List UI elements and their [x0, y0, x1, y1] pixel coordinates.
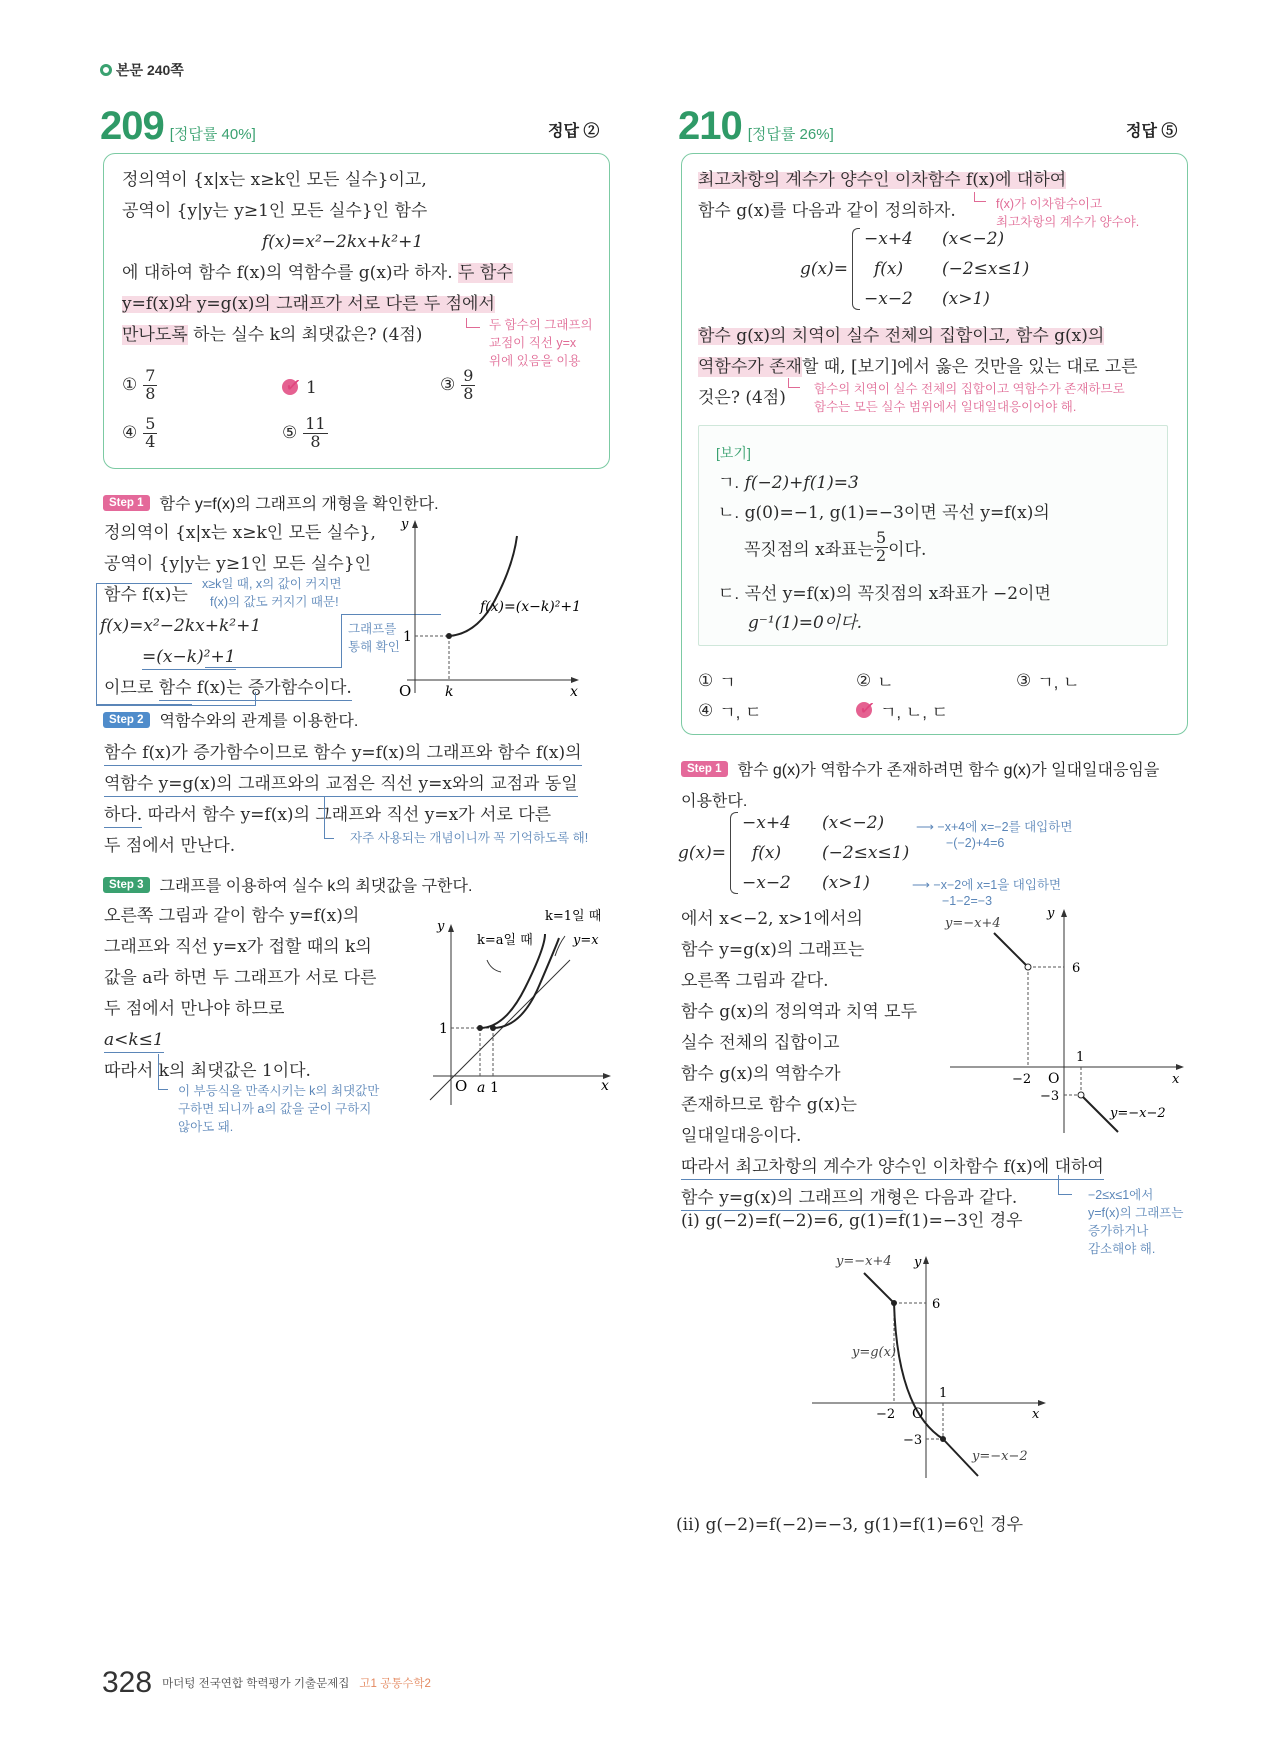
case-cond: (−2≤x≤1)	[941, 259, 1030, 279]
case-expr: −x+4	[741, 813, 791, 833]
numerator: 11	[305, 414, 326, 433]
checkmark-icon: ✓	[857, 694, 878, 721]
bogi-text: f(−2)+f(1)=3	[744, 473, 859, 493]
answer-label: 정답 ②	[548, 123, 600, 140]
piecewise-cases	[742, 813, 909, 893]
solution-line: 실수 전체의 집합이고	[681, 1033, 840, 1053]
highlighted-text: 역함수가 존재	[698, 357, 802, 377]
bogi-item-3	[718, 585, 1051, 603]
svg-text:y=−x+4: y=−x+4	[945, 916, 1001, 931]
bogi-text: 꼭짓점의 x좌표는	[744, 539, 874, 560]
underlined-text: 함수 f(x)는 증가함수이다.	[159, 678, 352, 701]
choice-5[interactable]	[856, 694, 949, 723]
bogi-item-2-cont	[744, 530, 926, 565]
note-line: 이 부등식을 만족시키는 k의 최댓값만	[178, 1084, 380, 1098]
bogi-text: g⁻¹(1)=0이다.	[748, 613, 863, 633]
note-line: 함수의 치역이 실수 전체의 집합이고 역함수가 존재하므로	[814, 382, 1125, 396]
q209-step2-heading	[103, 708, 358, 731]
solution-line: 값을 a라 하면 두 그래프가 서로 다른	[104, 968, 377, 988]
annotation-note	[814, 380, 1125, 416]
svg-text:1: 1	[403, 629, 412, 645]
note-line: 증가하거나	[1088, 1224, 1149, 1239]
highlighted-text: 만나도록	[122, 325, 188, 345]
bogi-text: 이다.	[888, 539, 927, 560]
choice-mark: ③	[440, 375, 456, 396]
svg-text:x: x	[601, 1078, 609, 1094]
highlighted-text: 최고차항의 계수가 양수인 이차함수 f(x)에 대하여	[698, 170, 1067, 190]
svg-text:y: y	[437, 919, 445, 934]
case-heading: (ii) g(−2)=f(−2)=−3, g(1)=f(1)=6인 경우	[676, 1515, 1024, 1535]
denominator: 8	[463, 383, 474, 403]
solution-line: 일대일대응이다.	[681, 1126, 802, 1146]
choice-5[interactable]	[282, 416, 328, 451]
svg-text:x: x	[570, 684, 578, 698]
book-title: 마더텅 전국연합 학력평가 기출문제집	[162, 1678, 350, 1690]
choice-3[interactable]	[1016, 668, 1080, 693]
choice-label: ㄱ, ㄷ	[719, 703, 762, 722]
svg-text:f(x)=(x−k)²+1: f(x)=(x−k)²+1	[480, 599, 582, 615]
choice-mark: ①	[698, 670, 714, 691]
solution-line: 오른쪽 그림과 같이 함수 y=f(x)의	[104, 906, 360, 926]
circle-bullet-icon	[100, 64, 112, 76]
note-line: 교점이 직선 y=x	[489, 336, 577, 351]
svg-text:O: O	[399, 682, 412, 698]
solution-line	[681, 1159, 1104, 1176]
note-line: 위에 있음을 이용	[489, 354, 581, 369]
solution-formula	[104, 1032, 164, 1049]
note-line: 통해 확인	[348, 640, 400, 655]
choice-value: 1	[306, 378, 317, 398]
solution-line	[104, 745, 582, 762]
annotation-note: ⟶ −x+4에 x=−2를 대입하면 −(−2)+4=6	[916, 818, 1072, 852]
svg-text:y=g(x): y=g(x)	[852, 1345, 897, 1360]
denominator: 8	[310, 431, 321, 451]
problem-text: 할 때, [보기]에서 옳은 것만을 있는 대로 고른	[801, 357, 1138, 377]
solution-line: 두 점에서 만나야 하므로	[104, 999, 285, 1019]
case-heading: (i) g(−2)=f(−2)=6, g(1)=f(1)=−3인 경우	[681, 1211, 1023, 1231]
problem-line: 공역이 {y|y는 y≥1인 모든 실수}인 함수	[122, 201, 428, 221]
svg-text:6: 6	[1072, 961, 1081, 976]
brace	[852, 228, 860, 310]
choice-2[interactable]	[856, 668, 894, 693]
svg-text:1: 1	[939, 1386, 948, 1401]
correct-rate: [정답률 40%]	[169, 126, 256, 143]
q210-heading	[678, 104, 834, 149]
svg-text:y: y	[914, 1255, 922, 1270]
solution-line	[681, 1190, 1017, 1207]
solution-line: 함수 g(x)의 정의역과 치역 모두	[681, 1002, 917, 1022]
annotation-bracket	[324, 797, 334, 839]
page-reference-text: 본문 240쪽	[116, 62, 184, 78]
problem-line	[698, 359, 1138, 376]
note-line: 구하면 되니까 a의 값을 굳이 구하지	[178, 1102, 372, 1117]
solution-text: 은 다음과 같다.	[902, 1188, 1018, 1208]
solution-line: 두 점에서 만난다.	[104, 836, 236, 856]
q210-step1-heading-cont	[681, 788, 747, 811]
gx-label: g(x)=	[678, 843, 726, 863]
note-line: −1−2=−3	[942, 894, 993, 909]
page-reference	[100, 60, 184, 80]
case-cond: (x<−2)	[821, 813, 885, 833]
underlined-text: 따라서 최고차항의 계수가 양수인 이차함수 f(x)에 대하여	[681, 1157, 1104, 1180]
note-line: f(x)의 값도 커지기 때문!	[210, 595, 339, 610]
case-expr: f(x)	[873, 259, 904, 279]
solution-line: 그래프와 직선 y=x가 접할 때의 k의	[104, 937, 372, 957]
svg-text:−3: −3	[903, 1433, 923, 1448]
numerator: 7	[145, 366, 156, 385]
problem-line	[122, 265, 513, 282]
underlined-formula: =(x−k)²+1	[142, 647, 236, 670]
solution-line: 함수 f(x)는	[104, 585, 188, 605]
fraction	[303, 416, 327, 451]
annotation-bracket	[205, 667, 342, 668]
solution-line: 에서 x<−2, x>1에서의	[681, 909, 863, 929]
svg-text:−2: −2	[1012, 1072, 1032, 1087]
svg-text:1: 1	[1076, 1050, 1085, 1065]
highlighted-text: 두 함수	[458, 263, 513, 283]
annotation-note	[996, 195, 1139, 231]
svg-text:k: k	[445, 684, 454, 698]
annotation-bracket	[255, 692, 256, 705]
denominator: 2	[875, 545, 887, 565]
note-line: x≥k일 때, x의 값이 커지면	[202, 577, 342, 591]
numerator: 5	[875, 528, 887, 547]
problem-formula: f(x)=x²−2kx+k²+1	[262, 232, 424, 252]
choice-4[interactable]	[698, 698, 762, 723]
case-cond: (x<−2)	[941, 229, 1005, 249]
note-line: 두 함수의 그래프의	[489, 318, 593, 332]
annotation-note: ⟶ −x−2에 x=1을 대입하면 −1−2=−3	[912, 876, 1061, 910]
step-title: 역함수와의 관계를 이용한다.	[159, 713, 359, 730]
fraction	[461, 368, 475, 403]
choice-mark: ④	[122, 423, 138, 444]
solution-line: 오른쪽 그림과 같다.	[681, 971, 829, 991]
step-title: 그래프를 이용하여 실수 k의 최댓값을 구한다.	[159, 878, 473, 895]
svg-text:x: x	[1032, 1407, 1040, 1422]
case-cond: (x>1)	[941, 289, 990, 309]
solution-text: 이므로	[104, 678, 159, 698]
correct-rate: [정답률 26%]	[747, 126, 834, 143]
svg-text:y=−x+4: y=−x+4	[836, 1254, 892, 1269]
note-line: −2≤x≤1에서	[1088, 1188, 1154, 1202]
q210-step1-heading	[681, 757, 1159, 780]
note-line: y=f(x)의 그래프는	[1088, 1206, 1184, 1221]
footer	[102, 1666, 431, 1700]
annotation-bracket	[96, 583, 192, 705]
note-line: f(x)가 이차함수이고	[996, 197, 1103, 211]
problem-line	[122, 327, 422, 344]
choice-1[interactable]	[122, 368, 157, 403]
solution-line: 존재하므로 함수 g(x)는	[681, 1095, 857, 1115]
svg-text:k=a일 때: k=a일 때	[477, 933, 533, 948]
annotation-note	[178, 1082, 379, 1136]
question-number: 209	[100, 104, 164, 148]
note-line: 감소해야 해.	[1088, 1242, 1156, 1257]
choice-label: ㄱ, ㄴ	[1037, 673, 1080, 692]
svg-text:k=1일 때: k=1일 때	[545, 909, 602, 924]
note-line: 그래프를	[348, 622, 397, 636]
svg-text:6: 6	[932, 1297, 941, 1312]
solution-line: 함수 y=g(x)의 그래프는	[681, 940, 865, 960]
svg-text:y=−x−2: y=−x−2	[972, 1449, 1028, 1464]
svg-text:y=−x−2: y=−x−2	[1110, 1106, 1166, 1121]
subject-label: 고1 공통수학2	[359, 1678, 431, 1690]
question-number: 210	[678, 104, 742, 148]
highlighted-text: 함수 g(x)의 치역이 실수 전체의 집합이고, 함수 g(x)의	[698, 326, 1105, 346]
gx-label: g(x)=	[800, 259, 848, 279]
choice-mark: ①	[122, 375, 138, 396]
step-tag: Step 1	[681, 761, 728, 777]
note-line: −x+4에 x=−2를 대입하면	[937, 820, 1073, 834]
note-arrow	[466, 318, 480, 328]
case-expr: −x−2	[863, 289, 913, 309]
solution-line: 함수 g(x)의 역함수가	[681, 1064, 841, 1084]
numerator: 5	[145, 414, 156, 433]
choice-label: ㄱ	[719, 673, 736, 692]
note-line: 최고차항의 계수가 양수야.	[996, 215, 1140, 230]
svg-text:O: O	[455, 1077, 468, 1095]
choice-1[interactable]	[698, 668, 736, 693]
choice-label: ㄱ, ㄴ, ㄷ	[880, 703, 949, 722]
svg-text:O: O	[912, 1406, 924, 1422]
choice-mark: ②	[856, 670, 872, 691]
q209-step1-heading	[103, 491, 439, 514]
underlined-text: 역함수 y=g(x)의 그래프와의 교점은 직선 y=x와의 교점과 동일	[104, 774, 578, 797]
choice-label: ㄴ	[877, 673, 894, 692]
step-tag: Step 1	[103, 495, 150, 511]
annotation-bracket	[96, 705, 256, 706]
choice-mark: ③	[1016, 670, 1032, 691]
bogi-mark: ㄷ.	[718, 584, 740, 603]
piecewise-definition	[678, 812, 909, 894]
svg-text:−2: −2	[876, 1407, 896, 1422]
case-cond: (−2≤x≤1)	[821, 843, 910, 863]
choice-4[interactable]	[122, 416, 157, 451]
svg-text:1: 1	[439, 1021, 448, 1037]
bogi-mark: ㄴ.	[718, 503, 740, 522]
fraction	[143, 416, 157, 451]
denominator: 8	[145, 383, 156, 403]
page-number: 328	[102, 1666, 153, 1699]
problem-text: 에 대하여 함수 f(x)의 역함수를 g(x)라 하자.	[122, 263, 453, 283]
piecewise-definition	[800, 228, 1029, 310]
underlined-text: 하다.	[104, 805, 142, 828]
q209-graph2	[425, 900, 620, 1110]
q210-graph1	[940, 905, 1200, 1135]
svg-text:y: y	[401, 518, 409, 532]
checkmark-icon: ✓	[283, 371, 304, 399]
brace	[730, 812, 738, 894]
solution-line: 따라서 k의 최댓값은 1이다.	[104, 1061, 311, 1081]
q209-heading	[100, 104, 256, 149]
q210-graph2	[800, 1248, 1060, 1478]
solution-formula: f(x)=x²−2kx+k²+1	[100, 616, 262, 636]
bogi-title: [보기]	[716, 445, 751, 461]
bogi-item-1	[718, 474, 859, 492]
annotation-note	[489, 316, 593, 370]
problem-text: 하는 실수 k의 최댓값은? (4점)	[187, 325, 423, 345]
choice-3[interactable]	[440, 368, 475, 403]
q209-step3-heading	[103, 873, 472, 896]
annotation-note	[1088, 1186, 1183, 1259]
note-arrow	[788, 378, 800, 388]
step-title: 함수 g(x)가 역함수가 존재하려면 함수 g(x)가 일대일대응임을	[737, 762, 1160, 779]
highlighted-text: y=f(x)와 y=g(x)의 그래프가 서로 다른 두 점에서	[122, 294, 495, 314]
choice-mark: ⑤	[282, 423, 298, 444]
answer-label: 정답 ⑤	[1126, 123, 1178, 140]
case-cond: (x>1)	[821, 873, 870, 893]
step-tag: Step 2	[103, 712, 150, 728]
solution-line: 공역이 {y|y는 y≥1인 모든 실수}인	[104, 554, 372, 574]
svg-text:−3: −3	[1040, 1089, 1060, 1104]
bogi-text: g(0)=−1, g(1)=−3이면 곡선 y=f(x)의	[744, 503, 1050, 523]
bogi-mark: ㄱ.	[718, 473, 740, 492]
bogi-item-2	[718, 504, 1050, 522]
q209-graph1	[395, 518, 620, 698]
svg-text:y: y	[1047, 906, 1055, 921]
piecewise-cases	[864, 229, 1029, 309]
problem-line: 정의역이 {x|x는 x≥k인 모든 실수}이고,	[122, 170, 427, 190]
problem-line: 것은? (4점)	[698, 388, 786, 408]
solution-text: 따라서 함수 y=f(x)의 그래프와 직선 y=x가 서로 다른	[142, 805, 552, 825]
numerator: 9	[463, 366, 474, 385]
step-title: 함수 y=f(x)의 그래프의 개형을 확인한다.	[159, 496, 439, 513]
svg-text:O: O	[1048, 1071, 1060, 1087]
annotation-note	[202, 575, 342, 611]
choice-mark: ④	[698, 700, 714, 721]
annotation-bracket	[158, 1054, 168, 1090]
solution-line: 정의역이 {x|x는 x≥k인 모든 실수},	[104, 523, 376, 543]
note-line: −(−2)+4=6	[946, 836, 1005, 851]
denominator: 4	[145, 431, 156, 451]
svg-text:1: 1	[490, 1080, 499, 1096]
note-line: −x−2에 x=1을 대입하면	[933, 878, 1062, 892]
case-expr: −x−2	[741, 873, 791, 893]
bogi-text: 곡선 y=f(x)의 꼭짓점의 x좌표가 −2이면	[744, 584, 1051, 604]
case-expr: −x+4	[863, 229, 913, 249]
underlined-formula: a<k≤1	[104, 1030, 164, 1053]
fraction	[143, 368, 157, 403]
case-expr: f(x)	[751, 843, 782, 863]
annotation-note	[348, 620, 400, 656]
svg-text:x: x	[1172, 1072, 1180, 1087]
annotation-note: 자주 사용되는 개념이니까 꼭 기억하도록 해!	[350, 831, 589, 845]
svg-text:a: a	[477, 1080, 486, 1096]
svg-text:y=x: y=x	[573, 933, 599, 948]
note-arrow	[974, 192, 986, 202]
choice-2[interactable]	[282, 371, 317, 399]
fraction	[874, 530, 888, 565]
annotation-bracket	[1058, 1175, 1072, 1195]
problem-line: 함수 g(x)를 다음과 같이 정의하자.	[698, 201, 956, 221]
underlined-text: 함수 y=g(x)의 그래프의 개형	[681, 1188, 903, 1211]
note-line: 함수는 모든 실수 범위에서 일대일대응이어야 해.	[814, 400, 1077, 415]
step-title: 이용한다.	[681, 793, 748, 810]
step-tag: Step 3	[103, 877, 150, 893]
underlined-text: 함수 f(x)가 증가함수이므로 함수 y=f(x)의 그래프와 함수 f(x)의	[104, 743, 582, 766]
note-line: 않아도 돼.	[178, 1120, 234, 1135]
solution-line	[104, 776, 578, 793]
